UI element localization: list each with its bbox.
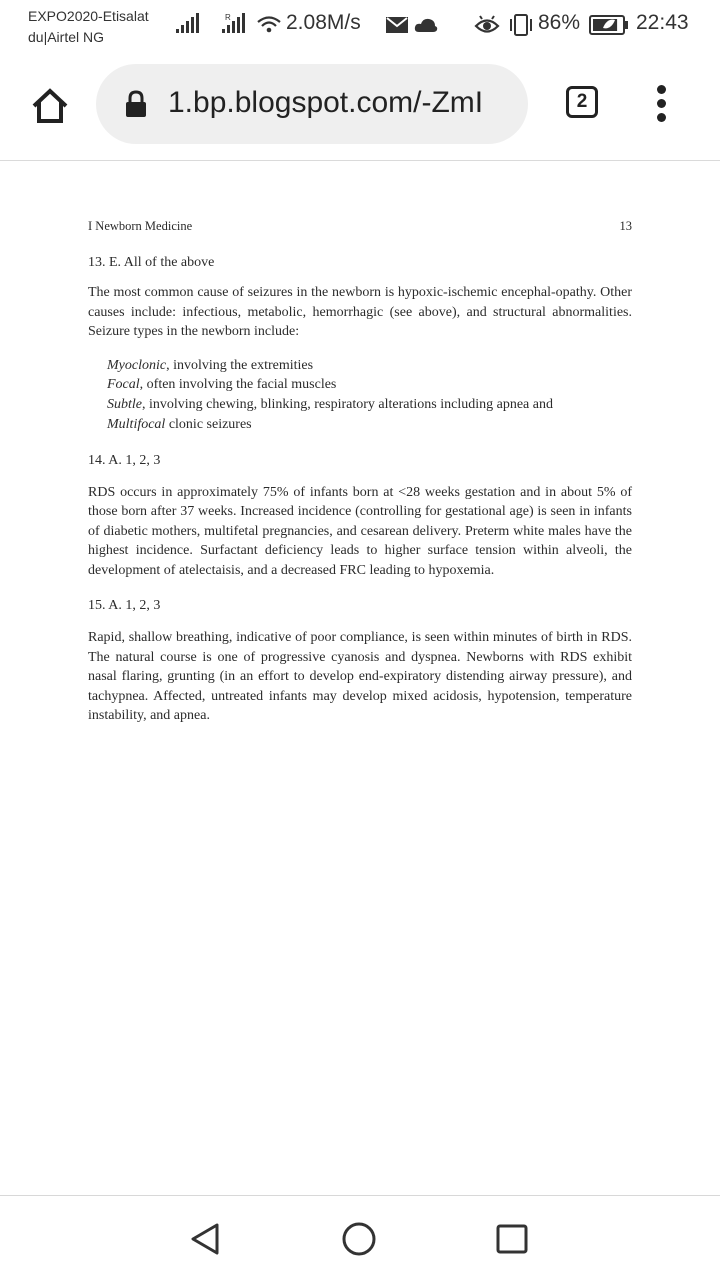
answer-14: 14. A. 1, 2, 3 (88, 452, 161, 468)
page-number: 13 (619, 219, 632, 233)
document-body (88, 255, 632, 726)
mail-icon (385, 16, 409, 34)
tab-switcher-button[interactable]: 2 (566, 86, 598, 118)
document-page (0, 161, 720, 1194)
list-item-term: Myoclonic (107, 357, 167, 373)
list-item-term: Multifocal (107, 416, 166, 432)
system-nav-bar (0, 1195, 720, 1281)
carrier-line-1: EXPO2020-Etisalat (28, 8, 149, 24)
answer-15: 15. A. 1, 2, 3 (88, 598, 161, 614)
browser-toolbar (0, 52, 720, 161)
list-item-text: , involving the extremities (166, 357, 314, 373)
more-vert-icon[interactable] (654, 85, 668, 125)
list-item-term: Focal (107, 377, 140, 393)
recents-icon[interactable] (496, 1224, 528, 1254)
list-item (107, 375, 632, 395)
clock: 22:43 (636, 11, 689, 34)
paragraph-13: The most common cause of seizures in the newborn is hypoxic-ischemic encephal-opathy. Other causes include: infectious, metabolic, hemorrhagic (see above), and structural abnormalities. Seizure types in the newborn include: (88, 285, 632, 339)
list-item (107, 395, 632, 415)
lock-icon (124, 90, 148, 118)
carrier-info (28, 6, 149, 48)
list-item-text: clonic seizures (165, 416, 252, 432)
carrier-line-2: du|Airtel NG (28, 29, 104, 45)
url-text[interactable]: 1.bp.blogspot.com/-ZmI (168, 86, 484, 119)
svg-text:R: R (225, 13, 231, 22)
paragraph-14: RDS occurs in approximately 75% of infants born at <28 weeks gestation and in about 5% of those born after 37 weeks. Increased incidence (controlling for gestational age) is seen in infants of diabetic mothers, multifetal pregnancies, and cesarean delivery. Preterm white males have the highest incidence. Surfactant deficiency leads to higher surface tension within alveoli, the development of atelectaisis, and a decreased FRC leading to hypoxemia. (88, 484, 632, 578)
vibrate-icon (506, 13, 536, 37)
eye-icon (474, 14, 500, 36)
cloud-icon (414, 16, 438, 34)
list-item-text: , often involving the facial muscles (139, 377, 337, 393)
network-speed: 2.08M/s (286, 11, 361, 34)
battery-percent: 86% (538, 11, 581, 34)
seizure-type-list (107, 356, 632, 435)
answer-13: 13. E. All of the above (88, 255, 215, 270)
back-icon[interactable] (189, 1222, 221, 1256)
status-bar (0, 0, 720, 52)
home-icon[interactable] (28, 84, 72, 128)
signal-icon (176, 12, 202, 34)
running-head: I Newborn Medicine (88, 219, 193, 233)
list-item (107, 356, 632, 376)
home-circle-icon[interactable] (342, 1222, 376, 1256)
signal-roaming-icon (222, 12, 248, 34)
wifi-icon (256, 15, 282, 35)
list-item-text: , involving chewing, blinking, respiratory alterations including apnea and (142, 397, 553, 413)
url-bar[interactable] (96, 64, 528, 144)
list-item-term: Subtle (107, 397, 142, 413)
list-item (107, 415, 632, 435)
battery-icon (589, 14, 629, 36)
paragraph-15: Rapid, shallow breathing, indicative of poor compliance, is seen within minutes of birth in RDS. The natural course is one of progressive cyanosis and dyspnea. Newborns with RDS exhibit nasal flaring, grunting (in an effort to develop end-expiratory distending airway pressure), and tachypnea. Affected, untreated infants may develop mixed acidosis, hypotension, temperature instability, and apnea. (88, 630, 632, 724)
